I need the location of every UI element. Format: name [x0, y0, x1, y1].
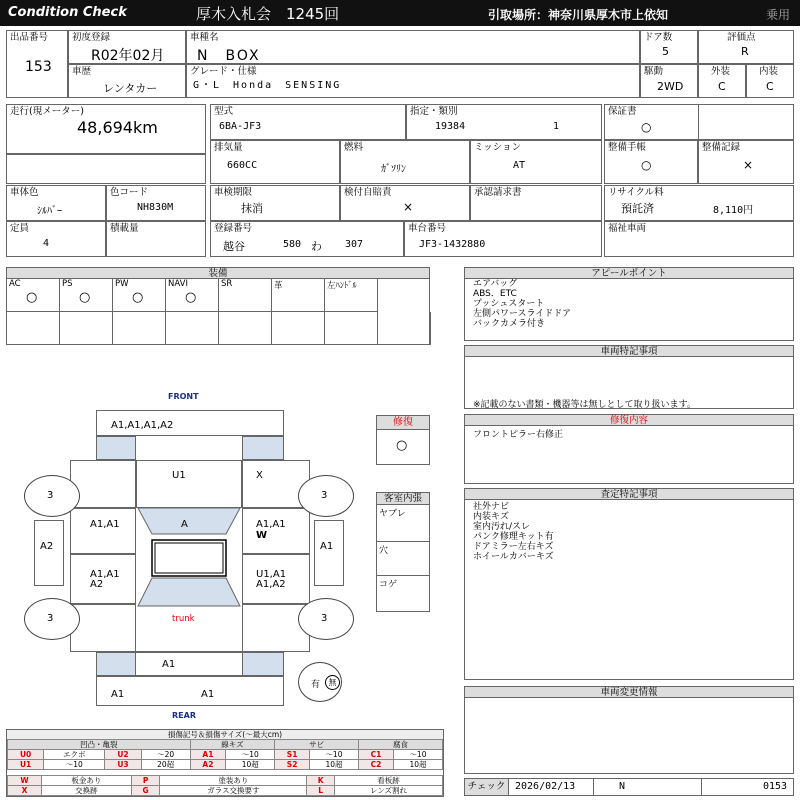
- right-front-door-damage-2: W: [256, 530, 268, 541]
- left-fender: [70, 460, 136, 508]
- legend-h-rust: サビ: [275, 740, 359, 750]
- inspection: 抹消: [241, 202, 263, 215]
- left-front-door-damage: A1,A1: [90, 519, 120, 530]
- legend-desc: ～10: [44, 760, 105, 770]
- manual-box: [604, 140, 698, 184]
- mission-box: [470, 140, 602, 184]
- repair-flag-mark: ○: [396, 438, 408, 453]
- reg-num: 307: [345, 239, 364, 250]
- legend-h-dent: 凹凸・亀裂: [8, 740, 191, 750]
- interior-box: [746, 64, 794, 98]
- equipment-label: AC: [9, 279, 21, 289]
- mileage-label: 走行(現メーター): [10, 106, 84, 117]
- fuel-label: 燃料: [344, 142, 364, 153]
- equipment-item: [166, 279, 219, 312]
- history-label: 車歴: [72, 66, 92, 77]
- equipment-label: 左ﾊﾝﾄﾞﾙ: [327, 281, 357, 291]
- left-rear-door-damage: A1,A1: [90, 569, 120, 580]
- inspection-label: 車検期限: [214, 187, 253, 198]
- equipment-item: [113, 279, 166, 312]
- interior-burn: コゲ: [379, 580, 398, 590]
- reg-kana: わ: [311, 240, 322, 253]
- legend-desc: 10超: [309, 760, 358, 770]
- warranty-box: [604, 104, 794, 140]
- record: ×: [743, 158, 754, 172]
- type-label: 型式: [214, 106, 234, 117]
- mission: AT: [513, 160, 526, 171]
- doors-box: [640, 30, 698, 64]
- fuel-box: [340, 140, 470, 184]
- drive-box: [640, 64, 698, 98]
- legend-desc: ～10: [226, 750, 275, 760]
- first-reg-box: [68, 30, 186, 64]
- reg-area: 越谷: [223, 240, 245, 253]
- load-box: [106, 221, 206, 257]
- chassis-box: [404, 221, 602, 257]
- rear-bumper-right-damage: A1: [201, 689, 215, 700]
- text-line: エアバッグ: [473, 279, 518, 289]
- legend-desc: 交換跡: [42, 786, 132, 796]
- legend-desc: ～10: [393, 750, 442, 760]
- legend-code: K: [307, 776, 335, 786]
- recycle-status: 預託済: [621, 202, 654, 215]
- text-line: 左側パワースライドドア: [473, 309, 572, 319]
- windshield: [138, 508, 240, 534]
- special-title: 車両特記事項: [465, 346, 793, 357]
- interior-label: 内装: [759, 66, 779, 77]
- spare-present: 有: [311, 680, 321, 690]
- color: ｼﾙﾊﾞｰ: [37, 206, 62, 217]
- legend-desc: 看板跡: [335, 776, 443, 786]
- legend-code: S2: [275, 760, 310, 770]
- equipment-item: [7, 279, 60, 312]
- text-line: ドアミラー左右キズ: [473, 542, 554, 552]
- right-rear-door-damage: U1,A1: [256, 569, 287, 580]
- legend-desc: 10超: [226, 760, 275, 770]
- left-front-door: [70, 508, 136, 554]
- check-date: 2026/02/13: [515, 781, 576, 792]
- color-label: 車体色: [10, 187, 39, 198]
- legend-h-scratch: 線キズ: [190, 740, 275, 750]
- history: レンタカー: [103, 82, 158, 95]
- first-reg: R02年02月: [91, 48, 165, 64]
- hood-damage: U1: [172, 470, 186, 481]
- appeal-panel: [464, 267, 794, 341]
- tire-rear-right-damage: 3: [321, 613, 328, 624]
- exterior-box: [698, 64, 746, 98]
- check-label: チェック: [465, 779, 509, 795]
- text-line: 社外ナビ: [473, 502, 510, 512]
- reg-no-box: [210, 221, 404, 257]
- legend-code: U0: [8, 750, 44, 760]
- legend-desc: レンズ割れ: [335, 786, 443, 796]
- lot-number: 153: [25, 59, 52, 75]
- check-number: 0153: [763, 781, 788, 792]
- legend-code: A2: [190, 760, 226, 770]
- lot-box: [6, 30, 68, 98]
- manual-label: 整備手帳: [608, 142, 647, 153]
- fuel: ｶﾞｿﾘﾝ: [381, 164, 406, 175]
- legend-code: W: [8, 776, 42, 786]
- equipment-label: NAVI: [168, 279, 188, 289]
- equipment-panel: [6, 267, 430, 345]
- record-box: [698, 140, 794, 184]
- front-left-corner: [96, 436, 136, 460]
- repair-title: 修復内容: [465, 415, 793, 426]
- left-rear-door-damage-2: A2: [90, 579, 104, 590]
- change-title: 車両変更情報: [465, 687, 793, 698]
- assessment-panel: [464, 488, 794, 680]
- grade-box: [186, 64, 640, 98]
- check-by: N: [619, 781, 626, 792]
- model-box: [186, 30, 640, 64]
- legend-code: U3: [105, 760, 141, 770]
- rating: R: [741, 45, 749, 58]
- interior-hole: 穴: [379, 546, 389, 556]
- capacity-box: [6, 221, 106, 257]
- repair-flag-title: 修復: [377, 416, 429, 430]
- rear-glass: [138, 578, 240, 606]
- color-code: NH830M: [137, 202, 174, 213]
- exterior: C: [718, 80, 726, 93]
- legend-code: U2: [105, 750, 141, 760]
- legend-desc: エクボ: [44, 750, 105, 760]
- chassis: JF3-1432880: [419, 239, 486, 250]
- legend-table: [7, 739, 443, 770]
- welfare-box: [604, 221, 794, 257]
- repair-flag-box: [376, 415, 430, 465]
- roof-damage: A: [181, 519, 188, 530]
- rear-bumper-left-damage: A1: [111, 689, 125, 700]
- right-sill-damage: A1: [320, 541, 334, 552]
- legend-code: G: [131, 786, 160, 796]
- right-rear-door-damage-2: A1,A2: [256, 579, 286, 590]
- divider: [698, 104, 699, 140]
- legend-code: P: [131, 776, 160, 786]
- legend-code: U1: [8, 760, 44, 770]
- welfare-label: 福祉車両: [608, 223, 647, 234]
- assessment-title: 査定特記事項: [465, 489, 793, 500]
- assessment-lines: [473, 502, 554, 562]
- equipment-label: PW: [115, 279, 129, 289]
- rating-box: [698, 30, 794, 64]
- equipment-label: 革: [274, 281, 283, 291]
- right-front-door: [242, 508, 310, 554]
- capacity: 4: [43, 238, 50, 249]
- legend-code: X: [8, 786, 42, 796]
- front-right-corner: [242, 436, 284, 460]
- rating-label: 評価点: [727, 32, 756, 43]
- model-label: 車種名: [190, 32, 219, 43]
- text-line: プッシュスタート: [473, 299, 545, 309]
- change-panel: [464, 686, 794, 774]
- rear-right-corner: [242, 652, 284, 676]
- equipment-mark: ○: [79, 290, 91, 305]
- legend-code: C1: [358, 750, 393, 760]
- interior-state-title: 客室内張: [377, 493, 429, 505]
- equipment-empty-cell: [325, 312, 378, 345]
- history-box: [68, 64, 186, 98]
- left-quarter: [70, 604, 136, 652]
- equipment-item: [272, 279, 325, 312]
- recycle-box: [604, 185, 794, 221]
- designation-label: 指定・類別: [410, 106, 458, 117]
- approval-box: [470, 185, 602, 221]
- check-row: [464, 778, 794, 796]
- grade: G・L Honda SENSING: [193, 80, 342, 91]
- legend-desc: ～10: [309, 750, 358, 760]
- mileage: 48,694km: [77, 118, 158, 137]
- special-panel: [464, 345, 794, 409]
- interior: C: [766, 80, 774, 93]
- repair-panel: [464, 414, 794, 484]
- text-line: ホイールカバーキズ: [473, 552, 554, 562]
- warranty-label: 保証書: [608, 106, 637, 117]
- right-sill: [314, 520, 344, 586]
- legend-title: 損傷記号＆損傷サイズ(～最大cm): [7, 730, 443, 739]
- text-line: パンク修理キット有: [473, 532, 554, 542]
- equipment-empty-cell: [7, 312, 60, 345]
- capacity-label: 定員: [10, 223, 30, 234]
- repair-text: フロントピラー右修正: [473, 430, 564, 440]
- spare-absent: 無: [325, 675, 340, 690]
- model-name: N BOX: [197, 48, 261, 64]
- equipment-grid: [7, 279, 429, 345]
- equipment-label: PS: [62, 279, 73, 289]
- equipment-title: 装備: [7, 268, 429, 279]
- exterior-label: 外装: [711, 66, 731, 77]
- mileage-extra-box: [6, 154, 206, 184]
- equipment-label: SR: [221, 279, 233, 289]
- pickup-location: 引取場所：神奈川県厚木市上依知: [488, 8, 669, 22]
- insurance: ×: [403, 200, 414, 214]
- reg-no-label: 登録番号: [214, 223, 253, 234]
- equipment-empty-cell: [378, 312, 431, 345]
- legend-desc: 板金あり: [42, 776, 132, 786]
- divider: [377, 541, 429, 542]
- color-code-box: [106, 185, 206, 221]
- displacement-box: [210, 140, 340, 184]
- drive: 2WD: [657, 80, 684, 93]
- rear-left-corner: [96, 652, 136, 676]
- interior-tear: ヤブレ: [379, 509, 406, 519]
- text-line: 室内汚れ/スレ: [473, 522, 531, 532]
- recycle-fee: 8,110円: [713, 205, 754, 216]
- load-label: 積載量: [110, 223, 139, 234]
- hood: [136, 460, 242, 508]
- appeal-title: アピールポイント: [465, 268, 793, 279]
- equipment-empty-cell: [272, 312, 325, 345]
- legend-desc: 10超: [393, 760, 442, 770]
- warranty: ○: [641, 120, 652, 134]
- right-front-door-damage: A1,A1: [256, 519, 286, 530]
- equipment-item: [219, 279, 272, 312]
- lot-label: 出品番号: [10, 32, 49, 43]
- rear-label: REAR: [172, 711, 196, 720]
- doors-label: ドア数: [644, 32, 673, 43]
- auction-name: 厚木入札会 1245回: [196, 5, 340, 23]
- tire-front-left-damage: 3: [47, 490, 54, 501]
- grade-label: グレード・仕様: [190, 66, 257, 77]
- equipment-item: [325, 279, 378, 312]
- left-sill-damage: A2: [40, 541, 54, 552]
- doors: 5: [662, 45, 669, 58]
- legend-code: S1: [275, 750, 310, 760]
- text-line: 内装キズ: [473, 512, 509, 522]
- cabin-glass: [136, 508, 242, 608]
- recycle-label: リサイクル料: [608, 187, 664, 198]
- equipment-empty-cell: [166, 312, 219, 345]
- equipment-mark: ○: [132, 290, 144, 305]
- equipment-item: [60, 279, 113, 312]
- right-fender-damage: X: [256, 470, 263, 481]
- mileage-box: [6, 104, 206, 154]
- text-line: バックカメラ付き: [473, 319, 546, 329]
- type: 6BA-JF3: [219, 121, 262, 132]
- tire-front-right-damage: 3: [321, 490, 328, 501]
- form-title: Condition Check: [8, 5, 127, 20]
- legend-code: C2: [358, 760, 393, 770]
- record-label: 整備記録: [702, 142, 741, 153]
- equipment-mark: ○: [26, 290, 38, 305]
- damage-legend: [6, 729, 444, 797]
- front-bumper-damage: A1,A1,A1,A2: [111, 420, 174, 431]
- class: 1: [553, 121, 560, 132]
- designation-box: [406, 104, 602, 140]
- trunk-label: trunk: [172, 614, 195, 624]
- equipment-mark: ○: [185, 290, 197, 305]
- divider: [377, 575, 429, 576]
- left-sill: [34, 520, 64, 586]
- legend-code: L: [307, 786, 335, 796]
- interior-state-box: [376, 492, 430, 612]
- displacement-label: 排気量: [214, 142, 243, 153]
- insurance-label: 検付自賠責: [344, 187, 392, 198]
- color-box: [6, 185, 106, 221]
- inspection-box: [210, 185, 340, 221]
- category: 乗用: [766, 8, 791, 22]
- equipment-empty-cell: [60, 312, 113, 345]
- text-line: ABS．ETC: [473, 289, 517, 299]
- mission-label: ミッション: [474, 142, 522, 153]
- legend-h-corrosion: 腐食: [358, 740, 442, 750]
- reg-class: 580: [283, 239, 302, 250]
- legend-desc: ～20: [141, 750, 190, 760]
- legend-desc: 塗装あり: [160, 776, 307, 786]
- drive-label: 駆動: [644, 66, 664, 77]
- equipment-empty-cell: [113, 312, 166, 345]
- divider: [701, 779, 702, 795]
- approval-label: 承認請求書: [474, 187, 522, 198]
- designation: 19384: [435, 121, 466, 132]
- color-code-label: 色コード: [110, 187, 149, 198]
- equipment-empty-cell: [219, 312, 272, 345]
- type-box: [210, 104, 406, 140]
- first-reg-label: 初度登録: [72, 32, 111, 43]
- tire-rear-left-damage: 3: [47, 613, 54, 624]
- legend-desc: 20超: [141, 760, 190, 770]
- legend-desc: ガラス交換要す: [160, 786, 307, 796]
- legend-table-2: [7, 775, 443, 796]
- manual: ○: [641, 158, 652, 172]
- legend-code: A1: [190, 750, 226, 760]
- appeal-lines: [473, 279, 571, 329]
- roof-inner: [155, 543, 223, 573]
- chassis-label: 車台番号: [408, 223, 447, 234]
- divider: [593, 779, 594, 795]
- displacement: 660CC: [227, 160, 258, 171]
- front-label: FRONT: [168, 392, 199, 401]
- insurance-box: [340, 185, 470, 221]
- rear-panel-damage: A1: [162, 659, 176, 670]
- special-note: ※記載のない書類・機器等は無しとして取り扱います。: [473, 400, 696, 410]
